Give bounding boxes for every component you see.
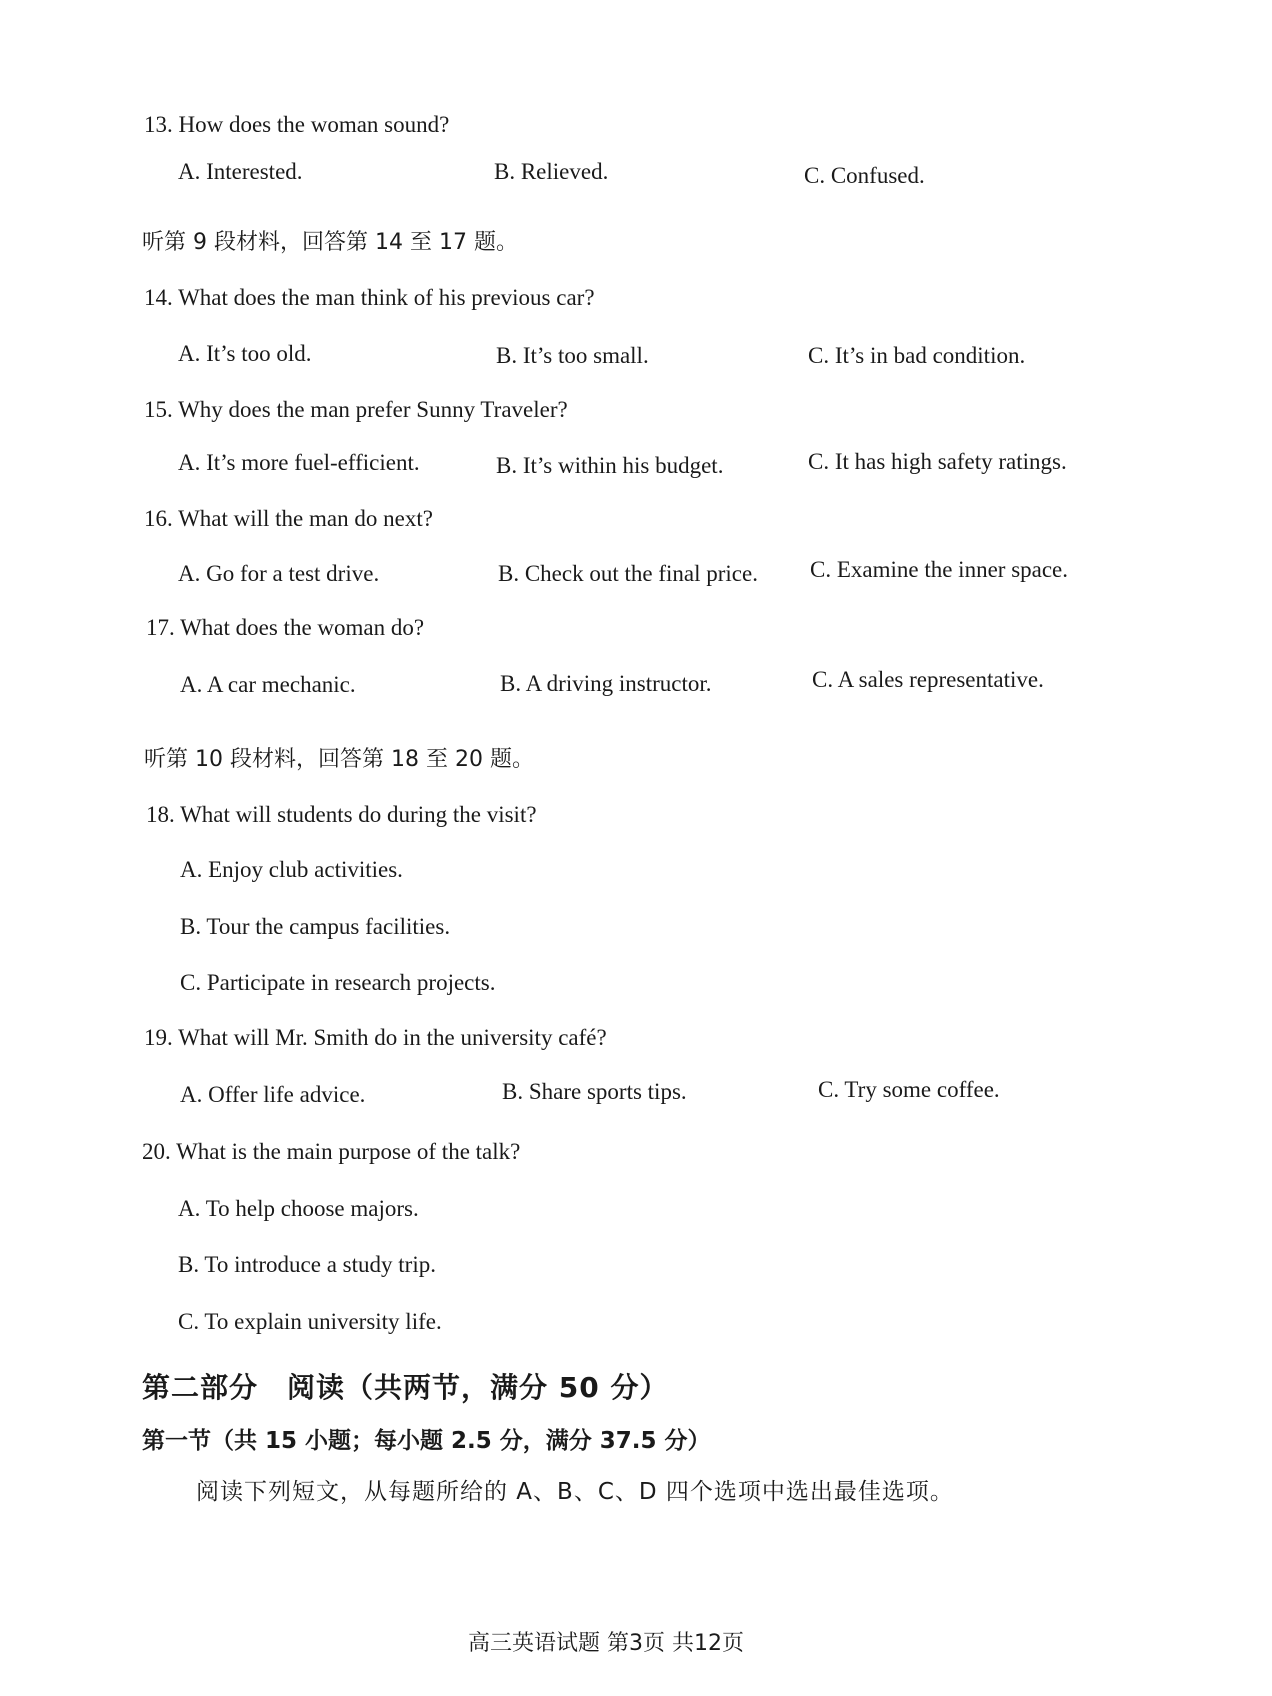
question-15-option-a: A. It’s more fuel-efficient. <box>178 450 420 475</box>
question-20-option-b: B. To introduce a study trip. <box>178 1252 436 1277</box>
question-19-option-a: A. Offer life advice. <box>180 1082 366 1107</box>
question-14-option-b: B. It’s too small. <box>496 343 649 368</box>
question-19-stem: 19. What will Mr. Smith do in the university café? <box>144 1025 607 1050</box>
question-20-option-c: C. To explain university life. <box>178 1309 442 1334</box>
part-two-title: 第二部分 阅读（共两节，满分 50 分） <box>142 1371 669 1404</box>
question-15-option-c: C. It has high safety ratings. <box>808 449 1067 474</box>
question-18-option-a: A. Enjoy club activities. <box>180 857 403 882</box>
page-footer: 高三英语试题 第3页 共12页 <box>468 1631 744 1656</box>
question-14-stem: 14. What does the man think of his previous car? <box>144 285 595 310</box>
question-19-option-c: C. Try some coffee. <box>818 1077 1000 1102</box>
question-15-option-b: B. It’s within his budget. <box>496 453 724 478</box>
question-18-option-c: C. Participate in research projects. <box>180 970 496 995</box>
reading-instruction: 阅读下列短文，从每题所给的 A、B、C、D 四个选项中选出最佳选项。 <box>196 1479 954 1505</box>
question-20-stem: 20. What is the main purpose of the talk? <box>142 1139 521 1164</box>
question-17-option-c: C. A sales representative. <box>812 667 1044 692</box>
question-17-stem: 17. What does the woman do? <box>146 615 425 640</box>
question-13-option-b: B. Relieved. <box>494 159 609 184</box>
question-15-stem: 15. Why does the man prefer Sunny Traveler? <box>144 397 568 422</box>
question-18-option-b: B. Tour the campus facilities. <box>180 914 451 939</box>
question-20-option-a: A. To help choose majors. <box>178 1196 419 1221</box>
section-one-title: 第一节（共 15 小题；每小题 2.5 分，满分 37.5 分） <box>142 1428 711 1454</box>
question-13-option-c: C. Confused. <box>804 163 925 188</box>
question-13-option-a: A. Interested. <box>178 159 303 184</box>
question-17-option-a: A. A car mechanic. <box>180 672 356 697</box>
question-16-stem: 16. What will the man do next? <box>144 506 433 531</box>
question-14-option-c: C. It’s in bad condition. <box>808 343 1026 368</box>
question-14-option-a: A. It’s too old. <box>178 341 312 366</box>
question-17-option-b: B. A driving instructor. <box>500 671 712 696</box>
question-16-option-c: C. Examine the inner space. <box>810 557 1069 582</box>
section-intro-10: 听第 10 段材料，回答第 18 至 20 题。 <box>144 747 534 772</box>
question-16-option-a: A. Go for a test drive. <box>178 561 380 586</box>
question-16-option-b: B. Check out the final price. <box>498 561 758 586</box>
question-13-stem: 13. How does the woman sound? <box>144 112 450 137</box>
question-18-stem: 18. What will students do during the visit? <box>146 802 537 827</box>
section-intro-9: 听第 9 段材料，回答第 14 至 17 题。 <box>142 230 518 255</box>
question-19-option-b: B. Share sports tips. <box>502 1079 687 1104</box>
